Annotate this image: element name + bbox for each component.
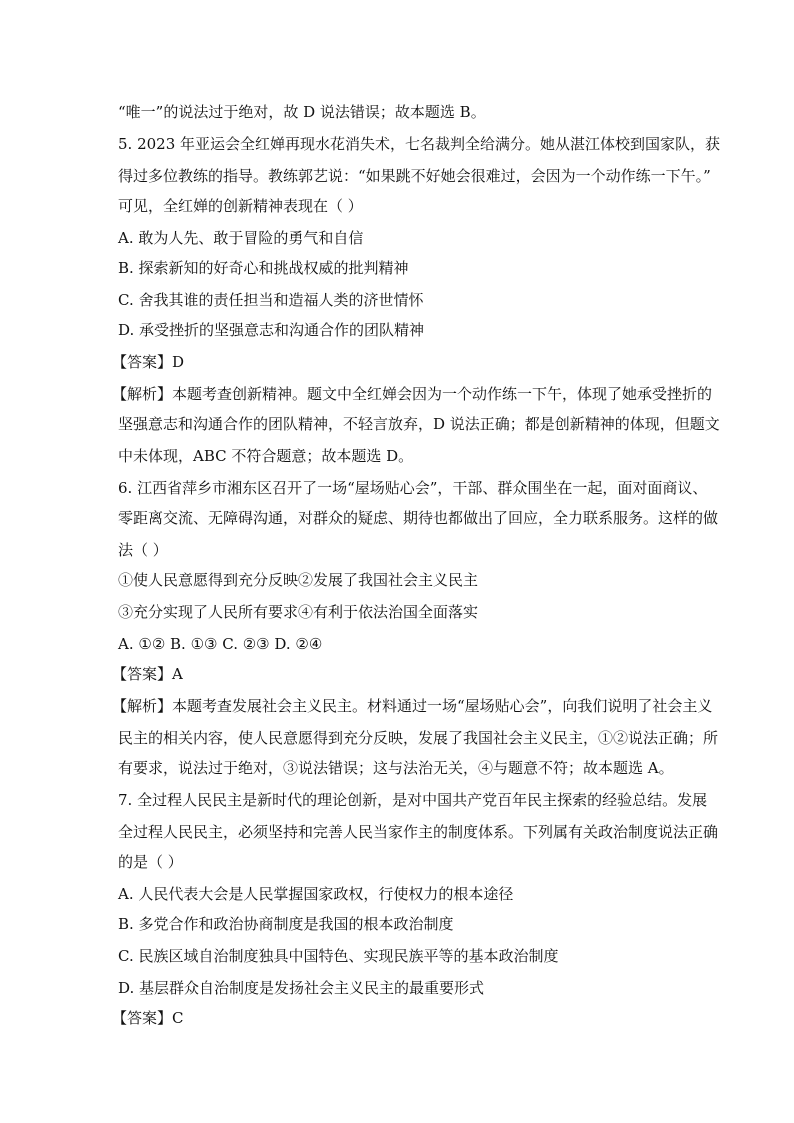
text-line: 法（ ） (118, 541, 168, 559)
answer-label: 【答案】D (112, 353, 185, 371)
option-c: C. 舍我其谁的责任担当和造福人类的济世情怀 (118, 291, 424, 309)
text-line: 零距离交流、无障碍沟通，对群众的疑虑、期待也都做出了回应，全力联系服务。这样的做 (118, 509, 719, 527)
statement-line: ①使人民意愿得到充分反映②发展了我国社会主义民主 (118, 571, 479, 589)
answer-label: 【答案】C (112, 1009, 184, 1027)
text-line: “唯一”的说法过于绝对，故 D 说法错误；故本题选 B。 (118, 103, 486, 121)
option-a: A. 敢为人先、敢于冒险的勇气和自信 (118, 229, 364, 247)
answer-label: 【答案】A (112, 665, 183, 683)
text-line: 有要求，说法过于绝对，③说法错误；这与法治无关，④与题意不符；故本题选 A。 (118, 759, 674, 777)
option-c: C. 民族区域自治制度独具中国特色、实现民族平等的基本政治制度 (118, 947, 559, 965)
option-b: B. 探索新知的好奇心和挑战权威的批判精神 (118, 259, 409, 277)
question-6-stem: 6. 江西省萍乡市湘东区召开了一场“屋场贴心会”，干部、群众围坐在一起，面对面商议、 (118, 479, 708, 497)
option-d: D. 基层群众自治制度是发扬社会主义民主的最重要形式 (118, 979, 485, 997)
option-d: D. 承受挫折的坚强意志和沟通合作的团队精神 (118, 321, 425, 339)
text-line: 民主的相关内容，使人民意愿得到充分反映，发展了我国社会主义民主，①②说法正确；所 (118, 729, 719, 747)
text-line: 的是（ ） (118, 853, 183, 871)
options-line: A. ①② B. ①③ C. ②③ D. ②④ (118, 635, 323, 653)
text-line: 得过多位教练的指导。教练郭艺说：“如果跳不好她会很难过，会因为一个动作练一下午。” (118, 167, 711, 185)
option-b: B. 多党合作和政治协商制度是我国的根本政治制度 (118, 915, 454, 933)
text-line: 中未体现，ABC 不符合题意；故本题选 D。 (118, 447, 414, 465)
question-5-stem: 5. 2023 年亚运会全红婵再现水花消失术，七名裁判全给满分。她从湛江体校到国家队，获 (118, 135, 721, 153)
text-line: 可见，全红婵的创新精神表现在（ ） (118, 197, 363, 215)
text-line: 坚强意志和沟通合作的团队精神，不轻言放弃，D 说法正确；都是创新精神的体现，但题文 (118, 415, 720, 433)
question-7-stem: 7. 全过程人民民主是新时代的理论创新，是对中国共产党百年民主探索的经验总结。发展 (118, 791, 708, 809)
option-a: A. 人民代表大会是人民掌握国家政权，行使权力的根本途径 (118, 885, 514, 903)
analysis-text: 【解析】本题考查发展社会主义民主。材料通过一场“屋场贴心会”，向我们说明了社会主义 (112, 697, 713, 715)
text-line: 全过程人民民主，必须坚持和完善人民当家作主的制度体系。下列属有关政治制度说法正确 (118, 823, 719, 841)
analysis-text: 【解析】本题考查创新精神。题文中全红婵会因为一个动作练一下午，体现了她承受挫折的 (112, 385, 713, 403)
statement-line: ③充分实现了人民所有要求④有利于依法治国全面落实 (118, 603, 479, 621)
